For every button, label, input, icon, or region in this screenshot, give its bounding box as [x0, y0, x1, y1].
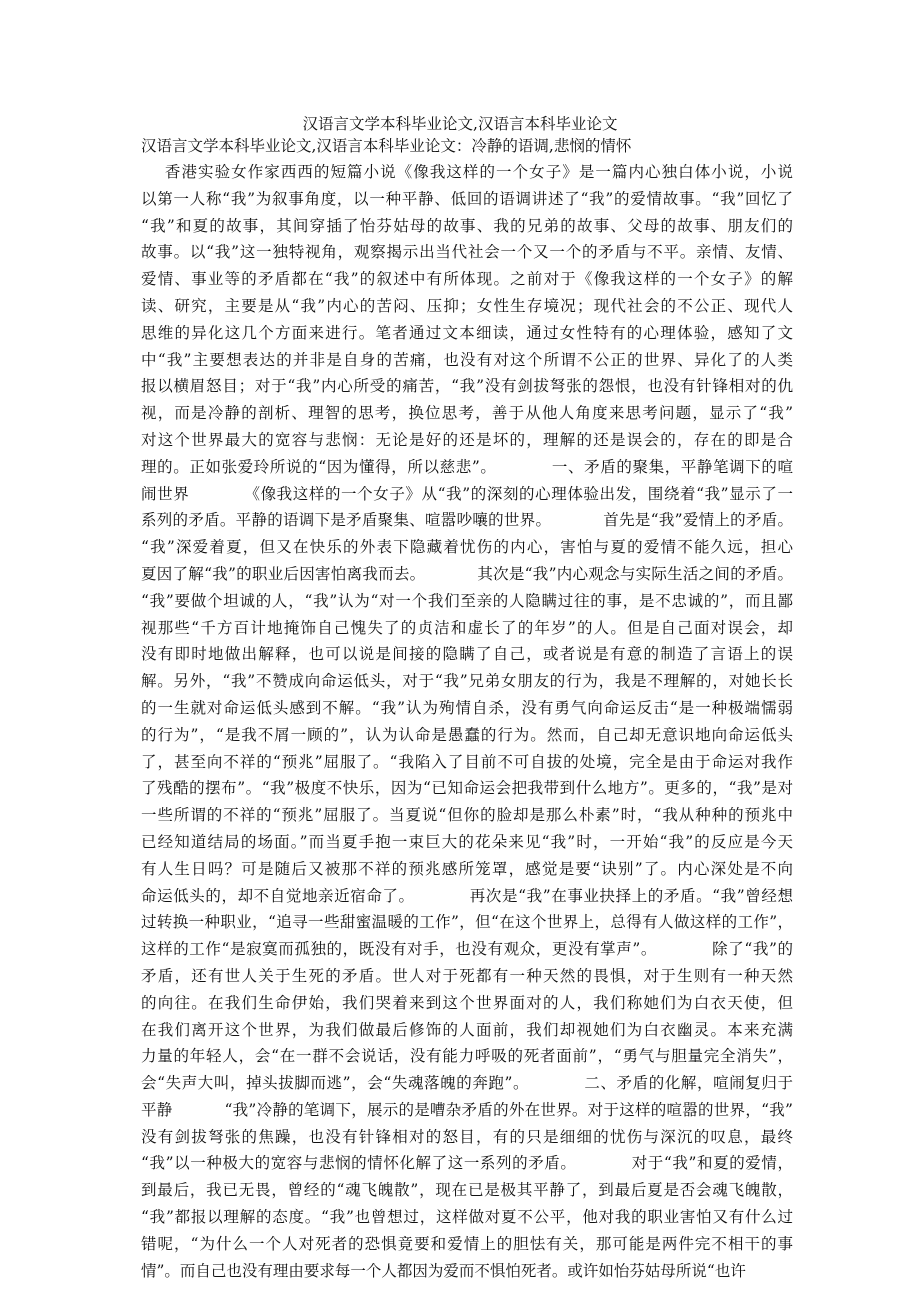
text-line: 系列的矛盾。平静的语调下是矛盾聚集、喧嚣吵嚷的世界。 首先是“我”爱情上的矛盾。 — [141, 511, 793, 530]
text-line: 闹世界 《像我这样的一个女子》从“我”的深刻的心理体验出发，围绕着“我”显示了一 — [141, 484, 793, 503]
text-line: 中“我”主要想表达的并非是自身的苦痛，也没有对这个所谓不公正的世界、异化了的人类 — [141, 350, 793, 369]
text-line: 香港实验女作家西西的短篇小说《像我这样的一个女子》是一篇内心独白体小说，小说 — [141, 163, 793, 181]
text-line: 错呢，“为什么一个人对死者的恐惧竟要和爱情上的胆怯有关，那可能是两件完不相干的事 — [141, 1234, 793, 1253]
document-subtitle: 汉语言文学本科毕业论文,汉语言本科毕业论文：冷静的语调,悲悯的情怀 — [141, 137, 632, 155]
text-line: 爱情、事业等的矛盾都在“我”的叙述中有所体现。之前对于《像我这样的一个女子》的解 — [141, 270, 793, 289]
text-line: 已经知道结局的场面。”而当夏手抱一束巨大的花朵来见“我”时，一开始“我”的反应是今天 — [141, 832, 793, 851]
document-title: 汉语言文学本科毕业论文,汉语言本科毕业论文 — [302, 115, 618, 133]
text-line: 读、研究，主要是从“我”内心的苦闷、压抑；女性生存境况；现代社会的不公正、现代人 — [141, 296, 793, 315]
text-line: 报以横眉怒目；对于“我”内心所受的痛苦，“我”没有剑拔弩张的怨恨，也没有针锋相对的仇 — [141, 377, 793, 396]
text-line: 情”。而自己也没有理由要求每一个人都因为爱而不惧怕死者。或许如怡芬姑母所说“也许 — [141, 1261, 746, 1280]
text-line: 力量的年轻人，会“在一群不会说话，没有能力呼吸的死者面前”，“勇气与胆量完全消失”， — [141, 1047, 793, 1066]
text-line: “我”和夏的故事，其间穿插了怡芬姑母的故事、我的兄弟的故事、父母的故事、朋友们的 — [141, 216, 793, 235]
text-line: 理的。正如张爱玲所说的“因为懂得，所以慈悲”。 一、矛盾的聚集，平静笔调下的喧 — [141, 457, 793, 476]
text-line: 的向往。在我们生命伊始，我们哭着来到这个世界面对的人，我们称她们为白衣天使，但 — [141, 993, 793, 1012]
text-line: 有人生日吗？可是随后又被那不祥的预兆感所笼罩，感觉是要“诀别”了。内心深处是不向 — [141, 859, 793, 878]
text-line: 的行为”，“是我不屑一顾的”，认为认命是愚蠢的行为。然而，自己却无意识地向命运低头 — [141, 725, 793, 744]
text-line: “我”以一种极大的宽容与悲悯的情怀化解了这一系列的矛盾。 对于“我”和夏的爱情， — [141, 1154, 793, 1173]
text-line: 会“失声大叫，掉头拔脚而逃”，会“失魂落魄的奔跑”。 二、矛盾的化解，喧闹复归于 — [141, 1074, 793, 1093]
text-line: 的一生就对命运低头感到不解。“我”认为殉情自杀，没有勇气向命运反击“是一种极端懦弱 — [141, 698, 793, 717]
text-line: 思维的异化这几个方面来进行。笔者通过文本细读，通过女性特有的心理体验，感知了文 — [141, 323, 793, 342]
text-line: 没有即时地做出解释，也可以说是间接的隐瞒了自己，或者说是有意的制造了言语上的误 — [141, 645, 793, 664]
text-line: “我”深爱着夏，但又在快乐的外表下隐藏着忧伤的内心，害怕与夏的爱情不能久远，担心 — [141, 538, 793, 557]
text-line: 平静 “我”冷静的笔调下，展示的是嘈杂矛盾的外在世界。对于这样的喧嚣的世界，“我” — [141, 1100, 793, 1119]
text-line: 在我们离开这个世界，为我们做最后修饰的人面前，我们却视她们为白衣幽灵。本来充满 — [141, 1020, 793, 1039]
text-line: 到最后，我已无畏，曾经的“魂飞魄散”，现在已是极其平静了，到最后夏是否会魂飞魄散， — [141, 1181, 793, 1200]
text-line: 矛盾，还有世人关于生死的矛盾。世人对于死都有一种天然的畏惧，对于生则有一种天然 — [141, 966, 793, 985]
text-line: 命运低头的，却不自觉地亲近宿命了。 再次是“我”在事业抉择上的矛盾。“我”曾经想 — [141, 886, 793, 905]
text-line: 解。另外，“我”不赞成向命运低头，对于“我”兄弟女朋友的行为，我是不理解的，对她长长 — [141, 672, 793, 691]
text-line: 了，甚至向不祥的“预兆”屈服了。“我陷入了目前不可自拔的处境，完全是由于命运对我作 — [141, 752, 793, 771]
text-line: 一些所谓的不祥的“预兆”屈服了。当夏说“但你的脸却是那么朴素”时，“我从种种的预兆中 — [141, 806, 793, 825]
text-line: 没有剑拔弩张的焦躁，也没有针锋相对的怒目，有的只是细细的忧伤与深沉的叹息，最终 — [141, 1127, 793, 1146]
text-line: 这样的工作“是寂寞而孤独的，既没有对手，也没有观众，更没有掌声”。 除了“我”的 — [141, 940, 793, 959]
text-line: 夏因了解“我”的职业后因害怕离我而去。 其次是“我”内心观念与实际生活之间的矛盾。 — [141, 564, 793, 583]
text-line: “我”都报以理解的态度。“我”也曾想过，这样做对夏不公平，他对我的职业害怕又有什么过 — [141, 1208, 793, 1227]
document-body — [141, 159, 793, 1284]
text-line: 对这个世界最大的宽容与悲悯：无论是好的还是坏的，理解的还是误会的，存在的即是合 — [141, 430, 793, 449]
text-line: 故事。以“我”这一独特视角，观察揭示出当代社会一个又一个的矛盾与不平。亲情、友情、 — [141, 243, 793, 262]
text-line: 以第一人称“我”为叙事角度，以一种平静、低回的语调讲述了“我”的爱情故事。“我”回忆了 — [141, 189, 793, 208]
text-line: 了残酷的摆布”。“我”极度不快乐，因为“已知命运会把我带到什么地方”。更多的，“我”是对 — [141, 779, 793, 798]
text-line: “我”要做个坦诚的人，“我”认为“对一个我们至亲的人隐瞒过往的事，是不忠诚的”，而且鄙 — [141, 591, 793, 610]
text-line: 过转换一种职业，“追寻一些甜蜜温暖的工作”，但“在这个世界上，总得有人做这样的工作”， — [141, 913, 793, 932]
text-line: 视，而是冷静的剖析、理智的思考，换位思考，善于从他人角度来思考问题，显示了“我” — [141, 404, 793, 423]
text-line: 视那些“千方百计地掩饰自己愧失了的贞洁和虚长了的年岁”的人。但是自己面对误会，却 — [141, 618, 793, 637]
